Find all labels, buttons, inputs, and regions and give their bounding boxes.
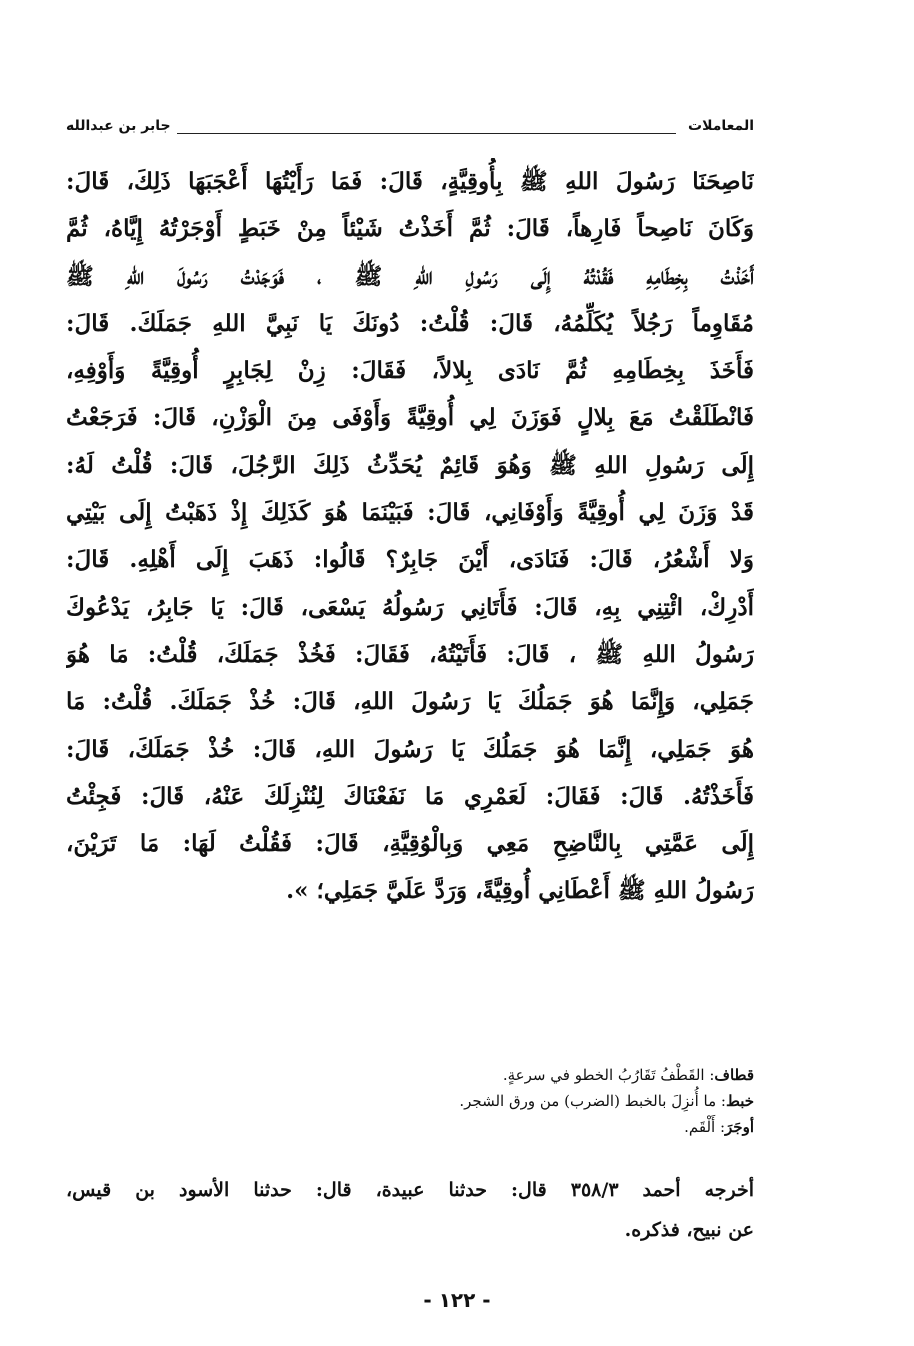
glossary-definition: ما أُنزِلَ بالخبط (الضرب) من ورق الشجر. bbox=[459, 1092, 717, 1110]
text-line: فَأَخَذْتُهُ. قَالَ: فَقَالَ: لَعَمْرِي مَا نَفَعْنَاكَ لِنُنْزِلَكَ عَنْهُ، قَالَ: فَجِئْتُ bbox=[66, 782, 754, 810]
glossary-notes bbox=[66, 1062, 754, 1140]
text-line: رَسُولُ اللهِ ﷺ أَعْطَانِي أُوقِيَّةً، وَرَدَّ عَلَيَّ جَمَلِي؛ ». bbox=[286, 877, 754, 905]
text-line: إِلَى عَمَّتِي بِالنَّاضِحِ مَعِي وَبِالْوُقِيَّةِ، قَالَ: فَقُلْتُ لَهَا: مَا تَرَيْنَ، bbox=[66, 830, 754, 858]
source-line: أخرجه أحمد ٣٥٨/٣ قال: حدثنا عبيدة، قال: حدثنا الأسود بن قيس، bbox=[66, 1179, 755, 1201]
running-header bbox=[66, 118, 754, 144]
glossary-term: خبط bbox=[725, 1092, 754, 1110]
glossary-term: أوجَرَ bbox=[725, 1118, 754, 1136]
glossary-item bbox=[66, 1062, 754, 1088]
text-line: أَدْرِكْ، ائْتِنِي بِهِ، قَالَ: فَأَتَانِي رَسُولُهُ يَسْعَى، قَالَ: يَا جَابِرُ، يَدْعُوكَ bbox=[66, 593, 754, 621]
chapter-title: المعاملات bbox=[682, 118, 754, 134]
text-line: أَخَذْتُ بِخِطَامِهِ فَقُدْتُهُ إِلَى رَسُولِ اللهِ ﷺ ، فَوَجَدْتُ رَسُولَ اللهِ ﷺ bbox=[66, 262, 754, 290]
text-line: فَأَخَذَ بِخِطَامِهِ ثُمَّ نَادَى بِلالاً، فَقَالَ: زِنْ لِجَابِرٍ أُوقِيَّةً وَأَوْفِهِ، bbox=[66, 357, 754, 385]
narrator-title: جابر بن عبدالله bbox=[66, 118, 177, 134]
text-line: فَانْطَلَقْتُ مَعَ بِلالٍ فَوَزَنَ لِي أُوقِيَّةً وَأَوْفَى مِنَ الْوَزْنِ، قَالَ: فَرَجَعْتُ bbox=[66, 404, 754, 432]
glossary-sep: : bbox=[704, 1066, 715, 1084]
hadith-text bbox=[66, 158, 754, 915]
glossary-definition: أَلْقَم. bbox=[684, 1118, 716, 1136]
source-line: عن نبيح، فذكره. bbox=[624, 1219, 754, 1241]
glossary-sep: : bbox=[716, 1092, 726, 1110]
text-line: إِلَى رَسُولِ اللهِ ﷺ وَهُوَ قَائِمٌ يُحَدِّثُ ذَلِكَ الرَّجُلَ، قَالَ: قُلْتُ لَهُ: bbox=[66, 451, 754, 479]
text-line: رَسُولُ اللهِ ﷺ ، قَالَ: فَأَتَيْتُهُ، فَقَالَ: فَخُذْ جَمَلَكَ، قُلْتُ: مَا هُوَ bbox=[66, 640, 754, 668]
glossary-definition: القَطْفُ تَقَارُبُ الخطو في سرعةٍ. bbox=[502, 1066, 705, 1084]
glossary-item bbox=[66, 1114, 754, 1140]
text-line: قَدْ وَزَنَ لِي أُوقِيَّةً وَأَوْفَانِي، قَالَ: فَبَيْنَمَا هُوَ كَذَلِكَ إِذْ ذَهَبْتُ إِلَى بَيْتِي bbox=[66, 499, 754, 527]
text-line: نَاصِحَنَا رَسُولَ اللهِ ﷺ بِأُوقِيَّةٍ، قَالَ: فَمَا رَأَيْتُهَا أَعْجَبَهَا ذَلِكَ، قَالَ: bbox=[66, 168, 754, 195]
text-line: وَكَانَ نَاصِحاً فَارِهاً، قَالَ: ثُمَّ أَخَذْتُ شَيْئاً مِنْ خَبَطٍ أَوْجَرْتُهُ إِيَّاهُ، ثُمَّ bbox=[66, 215, 754, 243]
text-line: هُوَ جَمَلِي، إِنَّمَا هُوَ جَمَلُكَ يَا رَسُولَ اللهِ، قَالَ: خُذْ جَمَلَكَ، قَالَ: bbox=[66, 735, 754, 763]
text-line: جَمَلِي، وَإِنَّمَا هُوَ جَمَلُكَ يَا رَسُولَ اللهِ، قَالَ: خُذْ جَمَلَكَ. قُلْتُ: مَا bbox=[66, 688, 754, 716]
glossary-term: قطاف bbox=[714, 1066, 754, 1084]
page-number: - ١٢٢ - bbox=[423, 1288, 491, 1312]
glossary-item bbox=[66, 1088, 754, 1114]
text-line: وَلا أَشْعُرُ، قَالَ: فَنَادَى، أَيْنَ جَابِرٌ؟ قَالُوا: ذَهَبَ إِلَى أَهْلِهِ. قَالَ: bbox=[66, 546, 754, 574]
source-citation bbox=[66, 1170, 754, 1250]
glossary-sep: : bbox=[715, 1118, 726, 1136]
text-line: مُقَاوِماً رَجُلاً يُكَلِّمُهُ، قَالَ: قُلْتُ: دُونَكَ يَا نَبِيَّ اللهِ جَمَلَكَ. قَالَ: bbox=[66, 309, 754, 337]
header-rule bbox=[176, 133, 676, 134]
